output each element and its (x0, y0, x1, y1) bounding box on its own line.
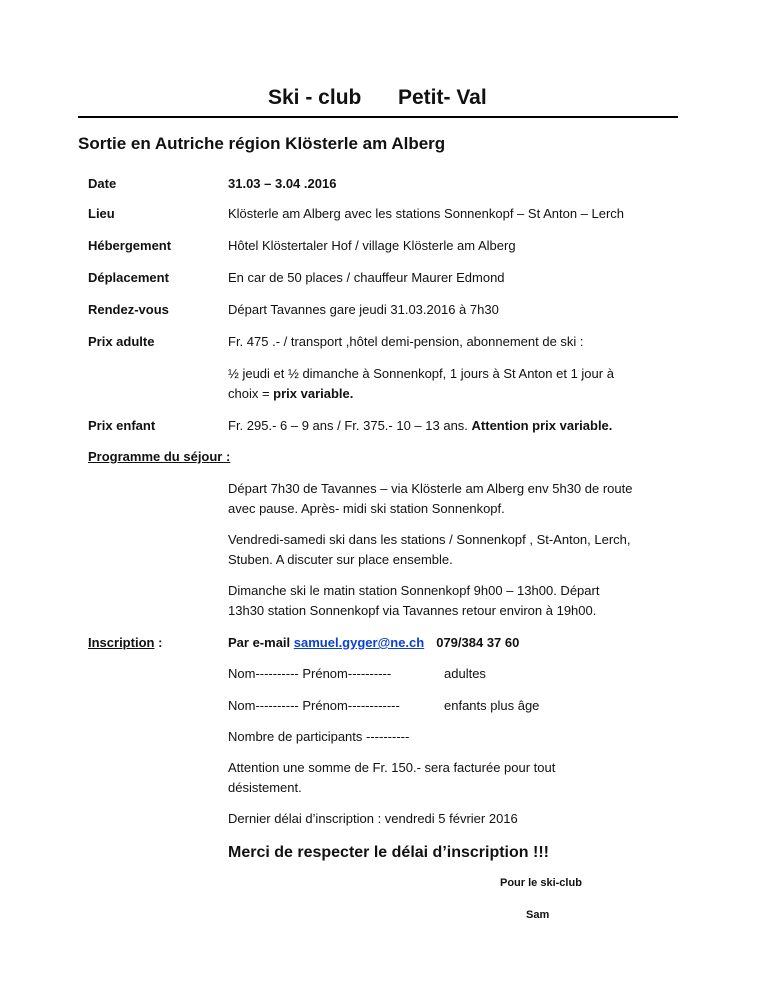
lieu-label: Lieu (88, 206, 115, 221)
programme-day1-l1: Départ 7h30 de Tavannes – via Klösterle am Alberg env 5h30 de route (228, 481, 633, 496)
inscription-colon: : (154, 635, 163, 650)
prix-adulte-choix: choix = (228, 386, 274, 401)
trip-subtitle: Sortie en Autriche région Klösterle am Alberg (78, 134, 446, 153)
rdv-label: Rendez-vous (88, 302, 169, 317)
email-link[interactable]: samuel.gyger@ne.ch (293, 635, 425, 650)
par-email-text: Par e-mail (228, 635, 294, 650)
deplacement-value: En car de 50 places / chauffeur Maurer Edmond (228, 270, 505, 285)
date-label: Date (88, 176, 117, 191)
programme-day2-l2: Stuben. A discuter sur place ensemble. (228, 552, 453, 567)
prix-adulte-label: Prix adulte (88, 334, 155, 349)
phone-number: 079/384 37 60 (436, 635, 520, 650)
hebergement-value: Hôtel Klöstertaler Hof / village Klösterle am Alberg (228, 238, 516, 253)
merci-message: Merci de respecter le délai d’inscription !!! (228, 844, 549, 861)
date-value: 31.03 – 3.04 .2016 (228, 176, 337, 191)
signature-sam: Sam (526, 909, 550, 921)
inscription-word: Inscription (88, 635, 155, 650)
title-rule (78, 116, 678, 118)
nombre-participants: Nombre de participants ---------- (228, 729, 410, 744)
club-name: Petit- Val (398, 86, 487, 109)
prix-adulte-line3 (228, 386, 353, 401)
deplacement-label: Déplacement (88, 270, 169, 285)
hebergement-label: Hébergement (88, 238, 172, 253)
attention-l1: Attention une somme de Fr. 150.- sera facturée pour tout (228, 760, 556, 775)
programme-heading: Programme du séjour : (88, 449, 231, 464)
programme-day3-l2: 13h30 station Sonnenkopf via Tavannes retour environ à 19h00. (228, 603, 597, 618)
programme-day2-l1: Vendredi-samedi ski dans les stations / Sonnenkopf , St-Anton, Lerch, (228, 532, 631, 547)
lieu-value: Klösterle am Alberg avec les stations Sonnenkopf – St Anton – Lerch (228, 206, 625, 221)
prix-adulte-line1: Fr. 475 .- / transport ,hôtel demi-pension, abonnement de ski : (228, 334, 584, 349)
inscription-label (88, 635, 162, 650)
prix-variable-note: prix variable. (273, 386, 354, 401)
pour-le-ski-club: Pour le ski-club (500, 877, 582, 889)
prix-adulte-line2: ½ jeudi et ½ dimanche à Sonnenkopf, 1 jours à St Anton et 1 jour à (228, 366, 614, 381)
prix-enfant-amounts: Fr. 295.- 6 – 9 ans / Fr. 375.- 10 – 13 ans. (228, 418, 472, 433)
prix-enfant-label: Prix enfant (88, 418, 156, 433)
club-title: Ski - club (268, 86, 362, 109)
form-row-enfants-names: Nom---------- Prénom------------ (228, 698, 400, 713)
form-row-adultes-names: Nom---------- Prénom---------- (228, 666, 392, 681)
programme-day3-l1: Dimanche ski le matin station Sonnenkopf 9h00 – 13h00. Départ (228, 583, 600, 598)
form-row-enfants-type: enfants plus âge (444, 698, 540, 713)
prix-enfant-value (228, 418, 612, 433)
contact-line (228, 635, 519, 650)
rdv-value: Départ Tavannes gare jeudi 31.03.2016 à 7h30 (228, 302, 499, 317)
form-row-adultes-type: adultes (444, 666, 486, 681)
attention-l2: désistement. (228, 780, 302, 795)
prix-enfant-attention: Attention prix variable. (471, 418, 613, 433)
dernier-delai: Dernier délai d’inscription : vendredi 5 février 2016 (228, 811, 518, 826)
programme-day1-l2: avec pause. Après- midi ski station Sonnenkopf. (228, 501, 505, 516)
